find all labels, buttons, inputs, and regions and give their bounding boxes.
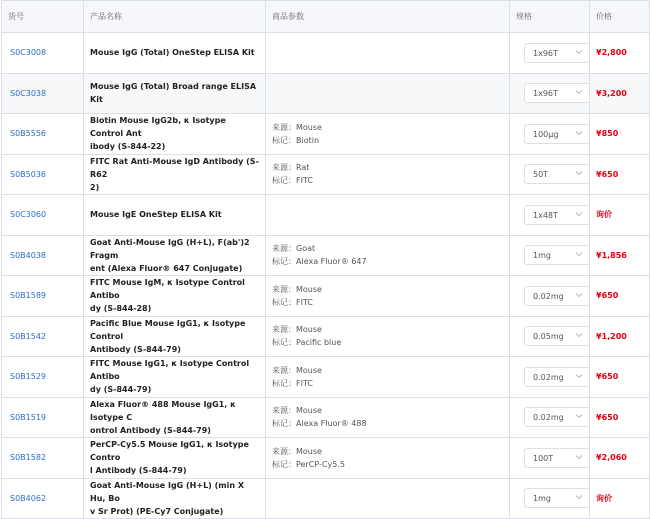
price <box>590 235 650 276</box>
table-row <box>2 316 650 357</box>
product-name[interactable] <box>84 235 266 276</box>
product-name-line: Alexa Fluor® 488 Mouse IgG1, κ Isotype C <box>90 399 236 422</box>
product-code-link[interactable] <box>2 438 84 479</box>
spec-select-value: 50T <box>533 170 549 180</box>
spec-select-value: 0.05mg <box>533 332 564 342</box>
spec-cell <box>510 357 590 398</box>
code-text: S0C3060 <box>10 210 47 220</box>
spec-cell <box>510 154 590 195</box>
param-source: 来源：Rat <box>272 163 310 173</box>
param-label: 标记：PerCP-Cy5.5 <box>272 459 345 469</box>
table-header-row <box>2 1 650 33</box>
spec-select-value: 1mg <box>533 494 551 504</box>
code-text: S0B4038 <box>10 250 47 260</box>
price-text: ¥650 <box>596 169 619 179</box>
chevron-down-icon <box>574 168 584 178</box>
chevron-down-icon <box>574 249 584 259</box>
product-params <box>266 195 510 236</box>
price <box>590 73 650 114</box>
table-row <box>2 114 650 155</box>
product-table <box>1 0 650 519</box>
price <box>590 195 650 236</box>
param-label: 标记：FITC <box>272 297 313 307</box>
price-text: ¥850 <box>596 129 619 139</box>
code-text: S0B1519 <box>10 412 47 422</box>
header-params: 商品参数 <box>266 1 510 33</box>
price-text: 询价 <box>596 493 612 503</box>
spec-select-value: 0.02mg <box>533 291 564 301</box>
product-name-line: PerCP-Cy5.5 Mouse IgG1, κ Isotype Contro <box>90 440 249 463</box>
product-name-line: FITC Mouse IgM, κ Isotype Control Antibo <box>90 278 245 301</box>
product-name[interactable] <box>84 33 266 74</box>
spec-select-value: 100T <box>533 453 554 463</box>
spec-select-value: 0.02mg <box>533 413 564 423</box>
product-code-link[interactable] <box>2 73 84 114</box>
spec-cell <box>510 114 590 155</box>
spec-select[interactable] <box>524 205 590 225</box>
spec-cell <box>510 33 590 74</box>
product-name[interactable] <box>84 195 266 236</box>
product-name-line: v Sr Prot) (PE-Cy7 Conjugate) <box>90 506 224 516</box>
product-name[interactable] <box>84 478 266 519</box>
price <box>590 357 650 398</box>
param-label: 标记：FITC <box>272 378 313 388</box>
chevron-down-icon <box>574 330 584 340</box>
product-params <box>266 478 510 519</box>
price-text: ¥3,200 <box>596 88 627 98</box>
product-code-link[interactable] <box>2 195 84 236</box>
spec-select[interactable] <box>524 448 590 468</box>
product-params <box>266 114 510 155</box>
param-label: 标记：FITC <box>272 176 313 186</box>
product-params <box>266 235 510 276</box>
product-name[interactable] <box>84 316 266 357</box>
product-name[interactable] <box>84 276 266 317</box>
param-source: 来源：Mouse <box>272 122 322 132</box>
table-row <box>2 33 650 74</box>
product-name-line: FITC Rat Anti-Mouse IgD Antibody (S-R62 <box>90 156 259 179</box>
price-text: ¥1,200 <box>596 331 627 341</box>
product-name[interactable] <box>84 154 266 195</box>
product-params <box>266 33 510 74</box>
table-row <box>2 397 650 438</box>
table-row <box>2 357 650 398</box>
product-params <box>266 73 510 114</box>
price <box>590 114 650 155</box>
param-source: 来源：Mouse <box>272 325 322 335</box>
price <box>590 154 650 195</box>
table-row <box>2 276 650 317</box>
spec-select[interactable] <box>524 83 590 103</box>
product-name[interactable] <box>84 114 266 155</box>
product-name-line: l Antibody (S-844-79) <box>90 466 187 476</box>
code-text: S0C3038 <box>10 88 47 98</box>
code-text: S0B1582 <box>10 453 47 463</box>
product-name[interactable] <box>84 438 266 479</box>
param-label: 标记：Pacific blue <box>272 338 342 348</box>
product-name[interactable] <box>84 357 266 398</box>
product-code-link[interactable] <box>2 114 84 155</box>
product-name[interactable] <box>84 73 266 114</box>
product-name-line: Goat Anti-Mouse IgG (H+L), F(ab')2 Fragm <box>90 237 250 260</box>
spec-cell <box>510 397 590 438</box>
chevron-down-icon <box>574 128 584 138</box>
price <box>590 316 650 357</box>
spec-select-value: 1x96T <box>533 48 558 58</box>
spec-cell <box>510 73 590 114</box>
product-name-line: 2) <box>90 182 100 192</box>
chevron-down-icon <box>574 492 584 502</box>
product-params <box>266 397 510 438</box>
spec-select[interactable] <box>524 367 590 387</box>
chevron-down-icon <box>574 87 584 97</box>
param-label: 标记：Alexa Fluor® 647 <box>272 257 367 267</box>
spec-select[interactable] <box>524 245 590 265</box>
price-text: ¥650 <box>596 412 619 422</box>
spec-cell <box>510 195 590 236</box>
product-name-line: dy (S-844-28) <box>90 304 152 314</box>
price-text: ¥1,856 <box>596 250 627 260</box>
table-row <box>2 195 650 236</box>
param-source: 来源：Mouse <box>272 406 322 416</box>
product-code-link[interactable] <box>2 33 84 74</box>
spec-select[interactable] <box>524 488 590 508</box>
spec-cell <box>510 478 590 519</box>
product-code-link[interactable] <box>2 276 84 317</box>
product-code-link[interactable] <box>2 154 84 195</box>
price-text: 询价 <box>596 210 612 220</box>
header-price: 价格 <box>590 1 650 33</box>
spec-select[interactable] <box>524 164 590 184</box>
price <box>590 33 650 74</box>
product-name-line: ontrol Antibody (S-844-79) <box>90 425 211 435</box>
param-source: 来源：Goat <box>272 244 316 254</box>
spec-cell <box>510 438 590 479</box>
code-text: S0B5556 <box>10 129 47 139</box>
spec-select[interactable] <box>524 407 590 427</box>
product-code-link[interactable] <box>2 357 84 398</box>
product-params <box>266 438 510 479</box>
spec-cell <box>510 316 590 357</box>
header-code: 货号 <box>2 1 84 33</box>
param-source: 来源：Mouse <box>272 365 322 375</box>
spec-cell <box>510 276 590 317</box>
code-text: S0B4062 <box>10 493 47 503</box>
price-text: ¥650 <box>596 291 619 301</box>
price-text: ¥2,800 <box>596 48 627 58</box>
header-name: 产品名称 <box>84 1 266 33</box>
price-text: ¥2,060 <box>596 453 627 463</box>
product-name-line: ibody (S-844-22) <box>90 142 166 152</box>
chevron-down-icon <box>574 47 584 57</box>
product-name-line: Biotin Mouse IgG2b, κ Isotype Control Ant <box>90 116 226 139</box>
param-source: 来源：Mouse <box>272 284 322 294</box>
product-name-line: ent (Alexa Fluor® 647 Conjugate) <box>90 263 243 273</box>
code-text: S0B1589 <box>10 291 47 301</box>
product-name-line: Mouse IgG (Total) OneStep ELISA Kit <box>90 48 255 58</box>
product-name-line: Mouse IgG (Total) Broad range ELISA Kit <box>90 82 257 105</box>
product-name-line: dy (S-844-79) <box>90 385 152 395</box>
product-name[interactable] <box>84 397 266 438</box>
price <box>590 397 650 438</box>
product-name-line: Mouse IgE OneStep ELISA Kit <box>90 210 222 220</box>
product-name-line: Goat Anti-Mouse IgG (H+L) (min X Hu, Bo <box>90 480 244 503</box>
table-row <box>2 235 650 276</box>
spec-select-value: 100μg <box>533 129 559 139</box>
spec-select-value: 1mg <box>533 251 551 261</box>
product-params <box>266 316 510 357</box>
code-text: S0C3008 <box>10 48 47 58</box>
product-params <box>266 276 510 317</box>
product-name-line: Pacific Blue Mouse IgG1, κ Isotype Control <box>90 318 246 341</box>
param-label: 标记：Biotin <box>272 135 320 145</box>
chevron-down-icon <box>574 452 584 462</box>
spec-select[interactable] <box>524 124 590 144</box>
price <box>590 478 650 519</box>
param-label: 标记：Alexa Fluor® 488 <box>272 419 367 429</box>
chevron-down-icon <box>574 290 584 300</box>
product-params <box>266 154 510 195</box>
spec-select-value: 1x96T <box>533 89 558 99</box>
price <box>590 438 650 479</box>
product-code-link[interactable] <box>2 397 84 438</box>
price <box>590 276 650 317</box>
price-text: ¥650 <box>596 372 619 382</box>
table-row <box>2 73 650 114</box>
table-row <box>2 154 650 195</box>
product-name-line: Antibody (S-844-79) <box>90 344 181 354</box>
product-code-link[interactable] <box>2 478 84 519</box>
header-spec: 规格 <box>510 1 590 33</box>
param-source: 来源：Mouse <box>272 446 322 456</box>
chevron-down-icon <box>574 209 584 219</box>
chevron-down-icon <box>574 411 584 421</box>
table-row <box>2 478 650 519</box>
code-text: S0B5036 <box>10 169 47 179</box>
product-code-link[interactable] <box>2 235 84 276</box>
table-row <box>2 438 650 479</box>
spec-select-value: 1x48T <box>533 210 558 220</box>
product-name-line: FITC Mouse IgG1, κ Isotype Control Antibo <box>90 359 250 382</box>
spec-select-value: 0.02mg <box>533 372 564 382</box>
code-text: S0B1542 <box>10 331 47 341</box>
chevron-down-icon <box>574 371 584 381</box>
spec-select[interactable] <box>524 326 590 346</box>
spec-select[interactable] <box>524 286 590 306</box>
code-text: S0B1529 <box>10 372 47 382</box>
product-code-link[interactable] <box>2 316 84 357</box>
spec-select[interactable] <box>524 43 590 63</box>
product-params <box>266 357 510 398</box>
spec-cell <box>510 235 590 276</box>
